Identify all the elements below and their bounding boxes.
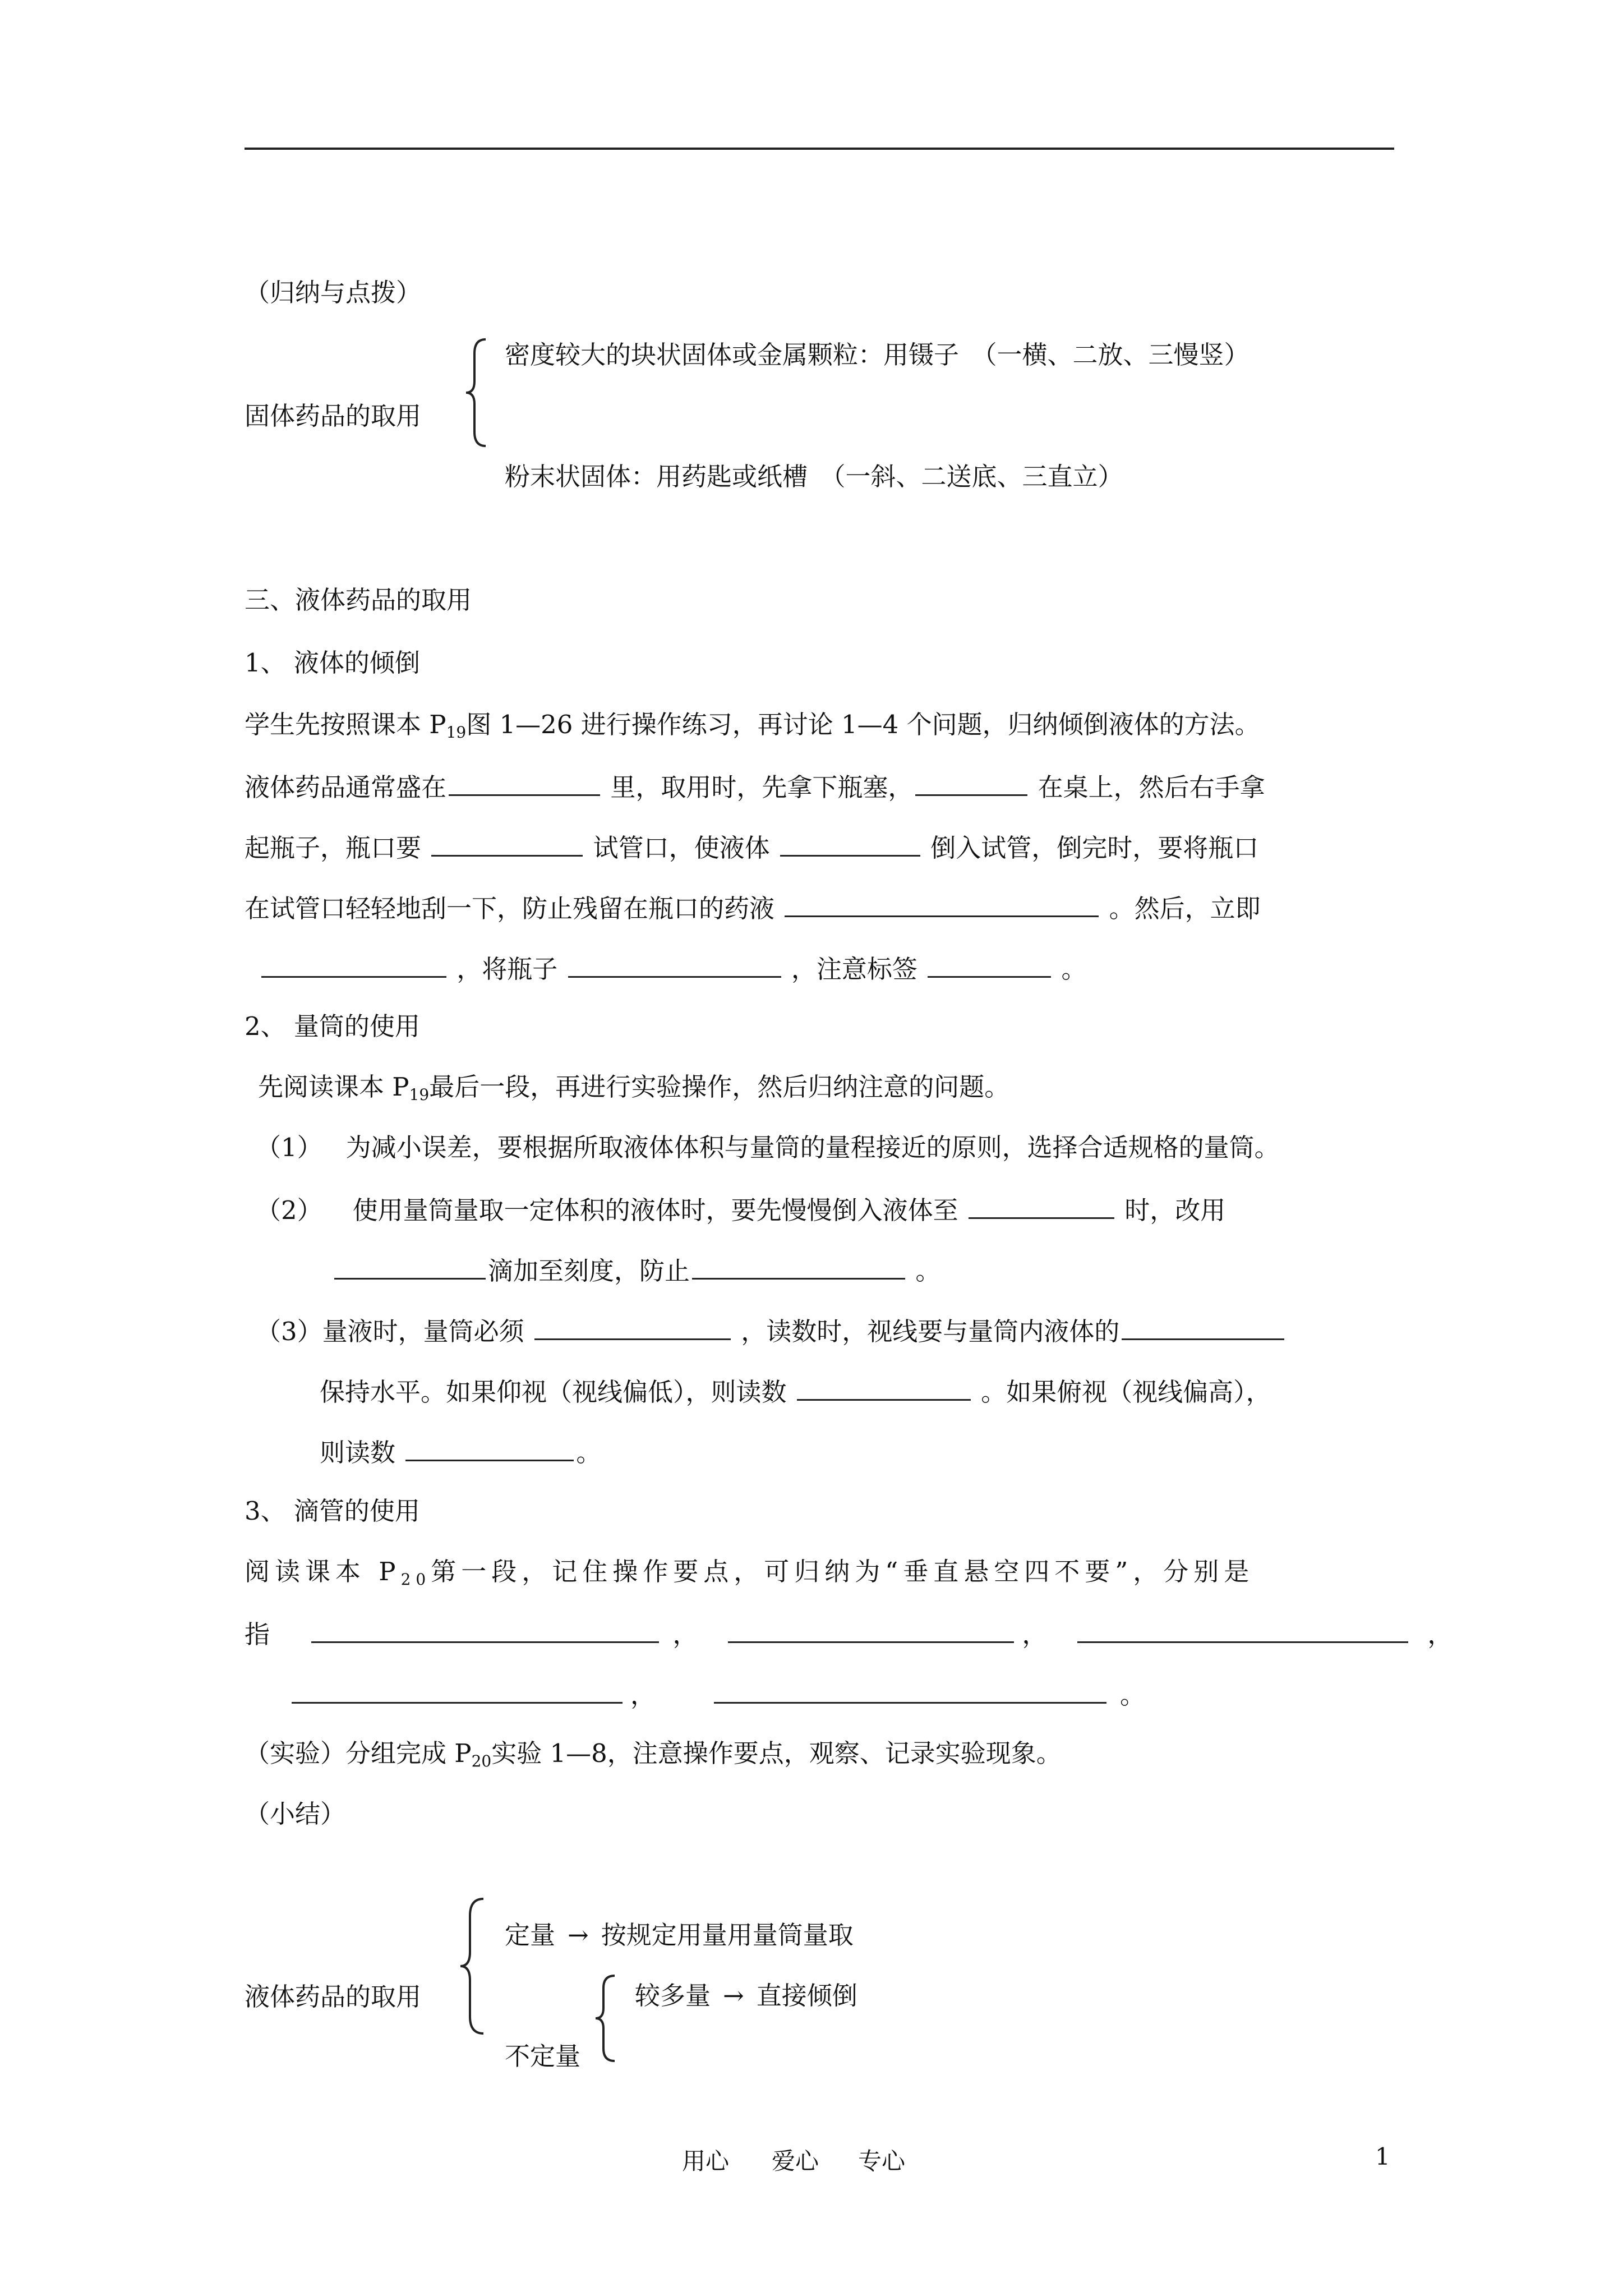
fill-blank[interactable] xyxy=(780,829,920,857)
paragraph-cylinder-intro xyxy=(258,1070,1009,1112)
text: 第一段，记住操作要点，可归纳为“垂直悬空四不要”，分别是 xyxy=(431,1557,1255,1586)
footer-text-3: 专心 xyxy=(858,2147,906,2175)
text: 。 xyxy=(1120,1680,1146,1710)
fill-blank[interactable] xyxy=(1077,1616,1408,1643)
fill-blank[interactable] xyxy=(431,829,583,857)
left-brace-solid xyxy=(463,337,491,449)
text: 保持水平。如果仰视（视线偏低），则读数 xyxy=(320,1377,795,1407)
section-heading-summary: （归纳与点拨） xyxy=(245,278,422,307)
text: 在试管口轻轻地刮一下，防止残留在瓶口的药液 xyxy=(245,894,783,923)
text: ，注意标签 xyxy=(783,954,926,984)
page-number: 1 xyxy=(1375,2143,1390,2170)
text: 实验 1—8，注意操作要点，观察、记录实验现象。 xyxy=(491,1738,1062,1768)
paragraph-pouring-intro xyxy=(245,708,1260,749)
fill-blank[interactable] xyxy=(928,950,1051,978)
text: 使用量筒量取一定体积的液体时，要先慢慢倒入液体至 xyxy=(352,1195,966,1225)
fixed-amount-row xyxy=(505,1918,854,1952)
solid-branch-1: 密度较大的块状固体或金属颗粒：用镊子 （一横、二放、三慢竖） xyxy=(505,340,1249,370)
text: 按规定用量用量筒量取 xyxy=(601,1920,854,1950)
left-brace-unfixed xyxy=(593,1973,618,2063)
text: 较多量 xyxy=(635,1981,711,2010)
fill-blank[interactable] xyxy=(692,1252,905,1280)
fill-line-4 xyxy=(245,950,1087,986)
text: 直接倾倒 xyxy=(756,1981,857,2010)
text: 滴加至刻度，防止 xyxy=(488,1256,690,1286)
fill-line-1 xyxy=(245,769,1265,804)
text: 。 xyxy=(576,1438,602,1467)
text: 倒入试管，倒完时，要将瓶口 xyxy=(922,833,1259,863)
text: 。 xyxy=(1053,954,1087,984)
item-number: （1） xyxy=(256,1133,322,1162)
text: 里，取用时，先拿下瓶塞， xyxy=(602,772,914,802)
item-3-cont xyxy=(320,1373,1271,1409)
fill-line-3 xyxy=(245,890,1261,926)
solid-branch-2: 粉末状固体：用药匙或纸槽 （一斜、二送底、三直立） xyxy=(505,462,1123,491)
fill-blank[interactable] xyxy=(1122,1313,1284,1340)
text: 阅读课本 P xyxy=(245,1557,401,1586)
text: 为减小误差，要根据所取液体体积与量筒的量程接近的原则，选择合适规格的量筒。 xyxy=(345,1133,1280,1162)
text: 起瓶子，瓶口要 xyxy=(245,833,430,863)
unfixed-amount-label: 不定量 xyxy=(505,2041,581,2071)
fill-blank[interactable] xyxy=(797,1373,971,1401)
item-number: （2） xyxy=(256,1195,322,1225)
page-subscript: 20 xyxy=(400,1570,431,1589)
text: 在桌上，然后右手拿 xyxy=(1030,772,1265,802)
header-rule xyxy=(245,148,1394,150)
text: 先阅读课本 P xyxy=(258,1072,409,1102)
arrow-icon: → xyxy=(568,1920,589,1950)
fill-blank[interactable] xyxy=(714,1676,1106,1704)
item-1 xyxy=(256,1131,1280,1165)
fill-blank[interactable] xyxy=(292,1676,623,1704)
item-number: （3） xyxy=(256,1317,322,1346)
paragraph-dropper xyxy=(245,1555,1254,1596)
text: 定量 xyxy=(505,1920,556,1950)
fill-blank[interactable] xyxy=(785,890,1099,917)
page-subscript: 19 xyxy=(446,723,467,742)
subheading-pouring: 1、 液体的倾倒 xyxy=(245,648,420,678)
item-2 xyxy=(256,1191,1225,1227)
liquid-root-label: 液体药品的取用 xyxy=(245,1982,422,2012)
dropper-blanks-2 xyxy=(292,1676,1145,1712)
text: ， xyxy=(672,1619,698,1649)
page-subscript: 19 xyxy=(409,1085,430,1104)
dropper-blanks-1 xyxy=(245,1616,1453,1651)
fill-blank[interactable] xyxy=(728,1616,1014,1643)
item-3 xyxy=(256,1313,1287,1349)
text: ， xyxy=(630,1680,656,1710)
text: 图 1—26 进行操作练习，再讨论 1—4 个问题，归纳倾倒液体的方法。 xyxy=(466,710,1260,739)
fill-blank[interactable] xyxy=(568,950,781,978)
fill-blank[interactable] xyxy=(261,950,446,978)
text: （实验）分组完成 P xyxy=(245,1738,472,1768)
fill-blank[interactable] xyxy=(449,769,600,796)
text: 液体药品通常盛在 xyxy=(245,772,447,802)
solid-root-label: 固体药品的取用 xyxy=(245,401,422,431)
page-subscript: 20 xyxy=(471,1752,492,1770)
text: 量液时，量筒必须 xyxy=(322,1317,532,1346)
arrow-icon: → xyxy=(723,1981,744,2010)
paragraph-experiment xyxy=(245,1737,1062,1778)
text: 时，改用 xyxy=(1116,1195,1226,1225)
footer-text-1: 用心 xyxy=(682,2147,730,2175)
text: 学生先按照课本 P xyxy=(245,710,446,739)
subheading-dropper: 3、 滴管的使用 xyxy=(245,1496,420,1526)
item-2-cont xyxy=(334,1252,940,1288)
text: 。 xyxy=(907,1256,941,1286)
fill-blank[interactable] xyxy=(915,769,1027,796)
text: 试管口，使液体 xyxy=(585,833,778,863)
section-heading-liquid: 三、液体药品的取用 xyxy=(245,585,472,615)
footer-text-2: 爱心 xyxy=(772,2147,819,2175)
text: 指 xyxy=(245,1619,270,1649)
text: ，将瓶子 xyxy=(449,954,566,984)
fill-line-2 xyxy=(245,829,1258,865)
summary-heading: （小结） xyxy=(245,1799,346,1829)
fill-blank[interactable] xyxy=(534,1313,731,1340)
text: 。如果俯视（视线偏高）， xyxy=(972,1377,1271,1407)
fill-blank[interactable] xyxy=(405,1434,574,1461)
more-amount-row xyxy=(635,1979,857,2013)
text: 则读数 xyxy=(320,1438,404,1467)
subheading-cylinder: 2、 量筒的使用 xyxy=(245,1011,420,1041)
fill-blank[interactable] xyxy=(311,1616,659,1643)
text: ， xyxy=(1427,1619,1453,1649)
fill-blank[interactable] xyxy=(969,1191,1114,1219)
text: ， xyxy=(1022,1619,1048,1649)
text: ，读数时，视线要与量筒内液体的 xyxy=(732,1317,1120,1346)
fill-blank[interactable] xyxy=(334,1252,486,1280)
left-brace-liquid xyxy=(458,1896,489,2036)
text: 最后一段，再进行实验操作，然后归纳注意的问题。 xyxy=(429,1072,1010,1102)
item-3-cont-2 xyxy=(320,1434,601,1470)
text: 。然后，立即 xyxy=(1101,894,1261,923)
